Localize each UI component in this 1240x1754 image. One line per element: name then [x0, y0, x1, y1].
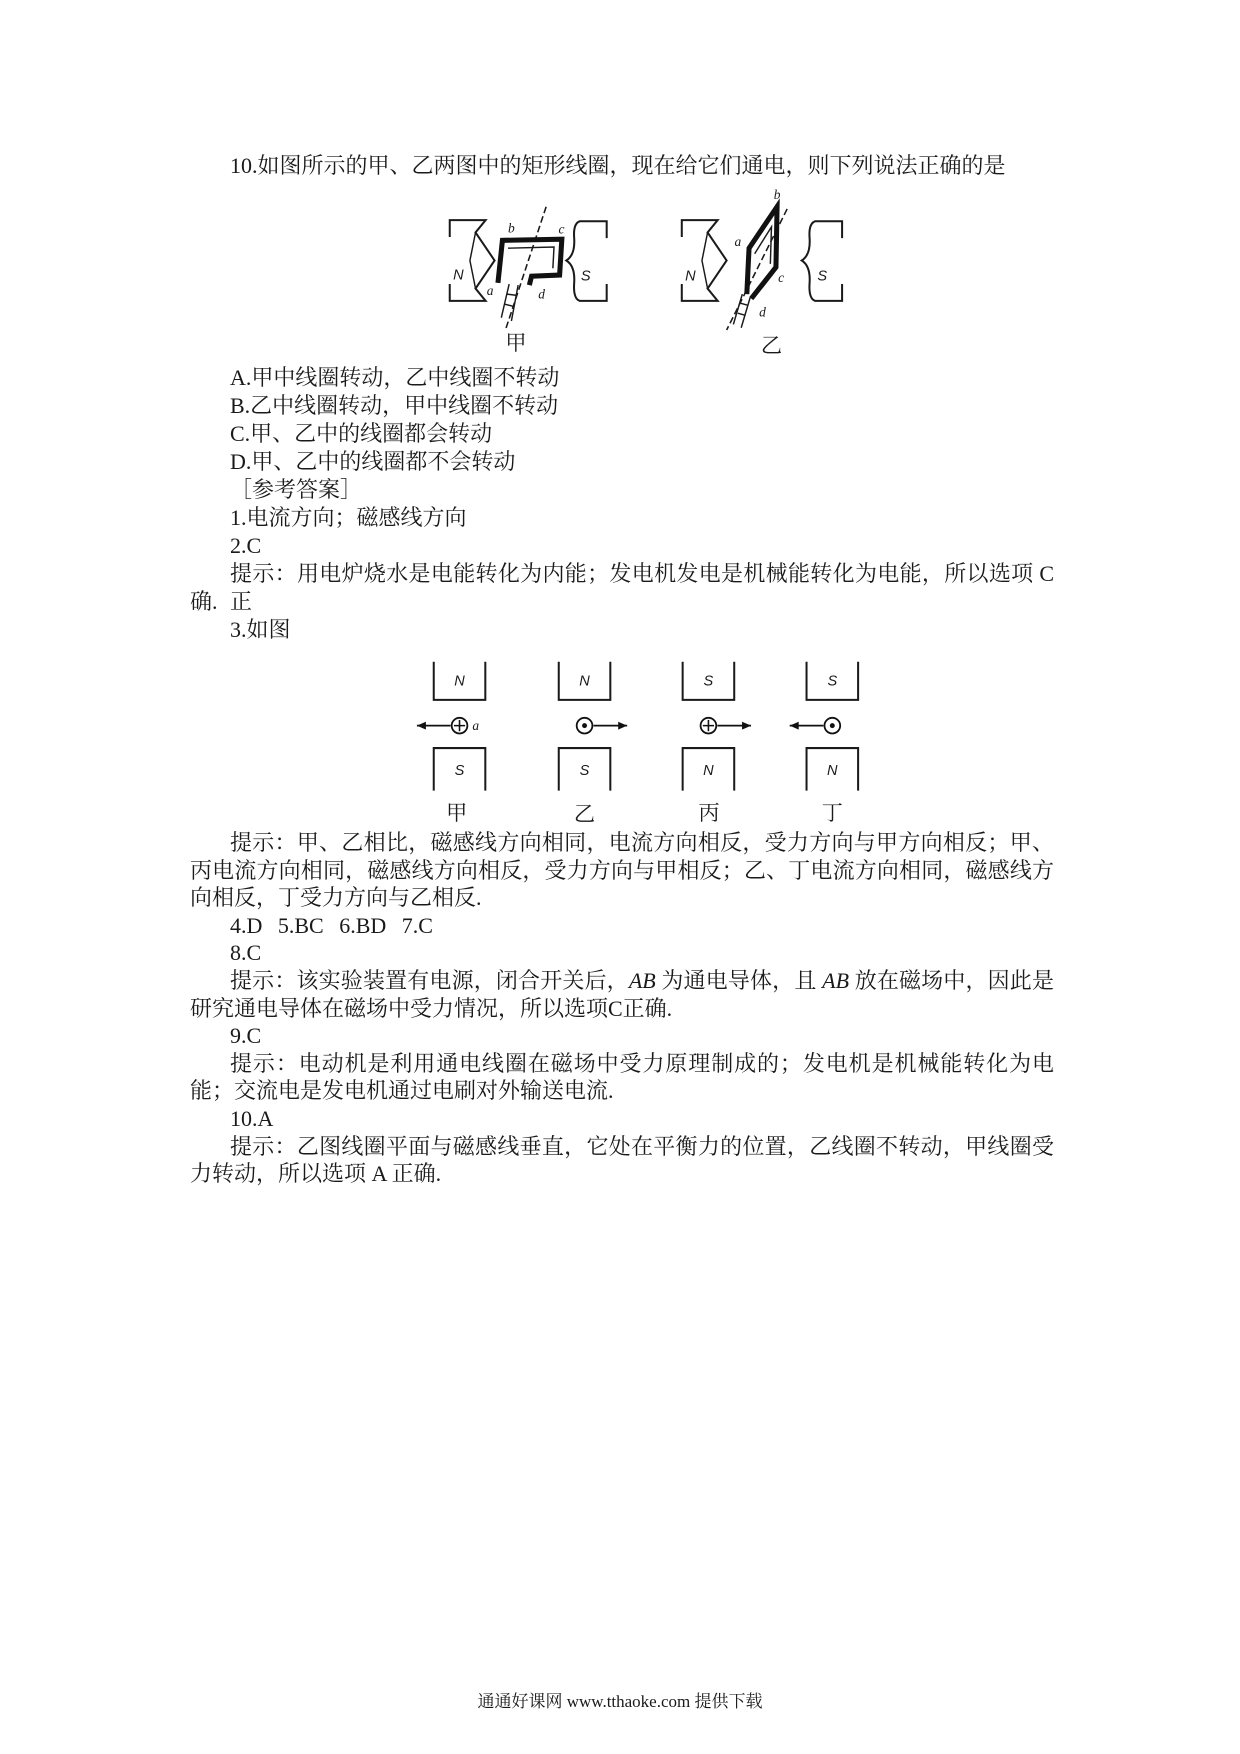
figure-caption: 丙 — [697, 800, 720, 825]
dot-mark — [829, 723, 834, 728]
answer-9: 9.C — [230, 1023, 262, 1049]
magnet-left — [682, 220, 727, 301]
hint-3-line: 提示：甲、乙相比，磁感线方向相同，电流方向相反，受力方向与甲方向相反；甲、 — [230, 830, 1054, 855]
figure-caption: 乙 — [760, 333, 783, 358]
magnet-right — [802, 221, 842, 301]
conductor-label: a — [472, 717, 479, 733]
answer-2: 2.C — [230, 533, 262, 558]
panel-jia — [450, 206, 607, 354]
corner-label-b: b — [773, 186, 781, 202]
option-b: B.乙中线圈转动，甲中线圈不转动 — [230, 393, 559, 418]
pole-label-right: S — [580, 268, 591, 285]
corner-label-c: c — [558, 221, 565, 237]
pole-face-left — [702, 232, 708, 288]
hint-text: 放在磁场中，因此是 — [849, 967, 1054, 993]
hint-3-line: 向相反，丁受力方向与乙相反. — [190, 885, 482, 911]
force-diagram — [413, 655, 873, 828]
pole-label-top: N — [578, 673, 590, 690]
hint-9-line: 提示：电动机是利用通电线圈在磁场中受力原理制成的；发电机是机械能转化为电 — [230, 1050, 1054, 1076]
answers-4-to-7: 4.D 5.BC 6.BD 7.C — [230, 912, 433, 938]
hint-8-line — [190, 967, 1054, 995]
coil — [498, 239, 562, 285]
arrow-head — [618, 722, 627, 730]
answer-1: 1.电流方向；磁感线方向 — [230, 505, 467, 530]
pole-label-bottom: S — [454, 762, 464, 779]
pole-label-bottom: N — [826, 762, 838, 779]
arrow-head — [789, 722, 798, 730]
dot-mark — [582, 723, 587, 728]
hint-8-line — [190, 995, 1054, 1023]
hint-10-line: 提示：乙图线圈平面与磁感线垂直，它处在平衡力的位置，乙线圈不转动，甲线圈受 — [230, 1133, 1054, 1159]
answer-key-heading: ［参考答案］ — [230, 477, 363, 502]
page-footer: 通通好课网 www.tthaoke.com 提供下载 — [477, 1692, 763, 1711]
coil-diagram — [443, 186, 847, 361]
page-body — [190, 152, 1054, 1188]
conductor — [700, 718, 750, 734]
hint-text: 提示：该实验装置有电源，闭合开关后， — [230, 967, 629, 993]
hint-9-line: 能；交流电是发电机通过电刷对外输送电流. — [190, 1078, 614, 1104]
figure-caption: 乙 — [573, 801, 595, 826]
panel-jia — [417, 662, 485, 825]
panel-yi — [558, 662, 626, 826]
pole-label-bottom: S — [579, 762, 589, 779]
pole-label-top: N — [453, 673, 465, 690]
corner-label-d: d — [759, 304, 766, 320]
corner-label-a: a — [734, 233, 742, 249]
hint-10-line: 力转动，所以选项 A 正确. — [190, 1161, 442, 1187]
panel-yi — [682, 186, 842, 357]
pole-label-right: S — [817, 268, 828, 285]
conductor — [417, 718, 467, 734]
arrow-head — [417, 722, 426, 730]
corner-label-d: d — [538, 286, 546, 302]
conductor-ab: AB — [628, 967, 656, 993]
hint-text: 为通电导体，且 — [655, 967, 823, 993]
answer-3-figure — [190, 644, 1054, 829]
hint-text: 研究通电导体在磁场中受力情况，所以选项C正确. — [190, 995, 673, 1021]
corner-label-c: c — [778, 269, 785, 285]
arrow-head — [742, 722, 751, 730]
option-c: C.甲、乙中的线圈都会转动 — [230, 421, 493, 446]
corner-label-a: a — [486, 282, 494, 298]
pole-label-left: N — [685, 268, 696, 285]
corner-label-b: b — [508, 220, 515, 236]
conductor — [576, 718, 626, 734]
option-d: D.甲、乙中的线圈都不会转动 — [230, 449, 516, 474]
hint-2-line: 确. — [190, 589, 218, 614]
figure-caption: 丁 — [821, 800, 843, 825]
panel-bing — [682, 662, 750, 825]
question-10-stem: 10.如图所示的甲、乙两图中的矩形线圈，现在给它们通电，则下列说法正确的是 — [230, 153, 1006, 178]
answer-10: 10.A — [230, 1105, 274, 1131]
answer-8: 8.C — [230, 940, 262, 966]
option-a: A.甲中线圈转动，乙中线圈不转动 — [230, 365, 560, 390]
answer-key-continued — [190, 829, 1054, 1188]
pole-face-left — [470, 232, 476, 288]
hint-3-line: 丙电流方向相同，磁感线方向相反，受力方向与甲相反；乙、丁电流方向相同，磁感线方 — [190, 857, 1054, 883]
figure-caption: 甲 — [445, 800, 467, 825]
conductor-ab: AB — [822, 967, 850, 993]
pole-label-bottom: N — [702, 762, 714, 779]
pole-label-left: N — [453, 267, 464, 284]
panel-ding — [789, 662, 857, 825]
pole-label-top: S — [827, 673, 837, 690]
figure-caption: 甲 — [505, 330, 527, 355]
hint-2-line: 提示：用电炉烧水是电能转化为内能；发电机发电是机械能转化为电能，所以选项 C 正 — [230, 561, 1054, 614]
answer-3: 3.如图 — [230, 617, 291, 642]
coil — [747, 206, 777, 298]
magnet-right — [566, 221, 606, 301]
question-10-figure — [190, 180, 1054, 364]
conductor — [789, 718, 839, 734]
pole-label-top: S — [703, 673, 713, 690]
